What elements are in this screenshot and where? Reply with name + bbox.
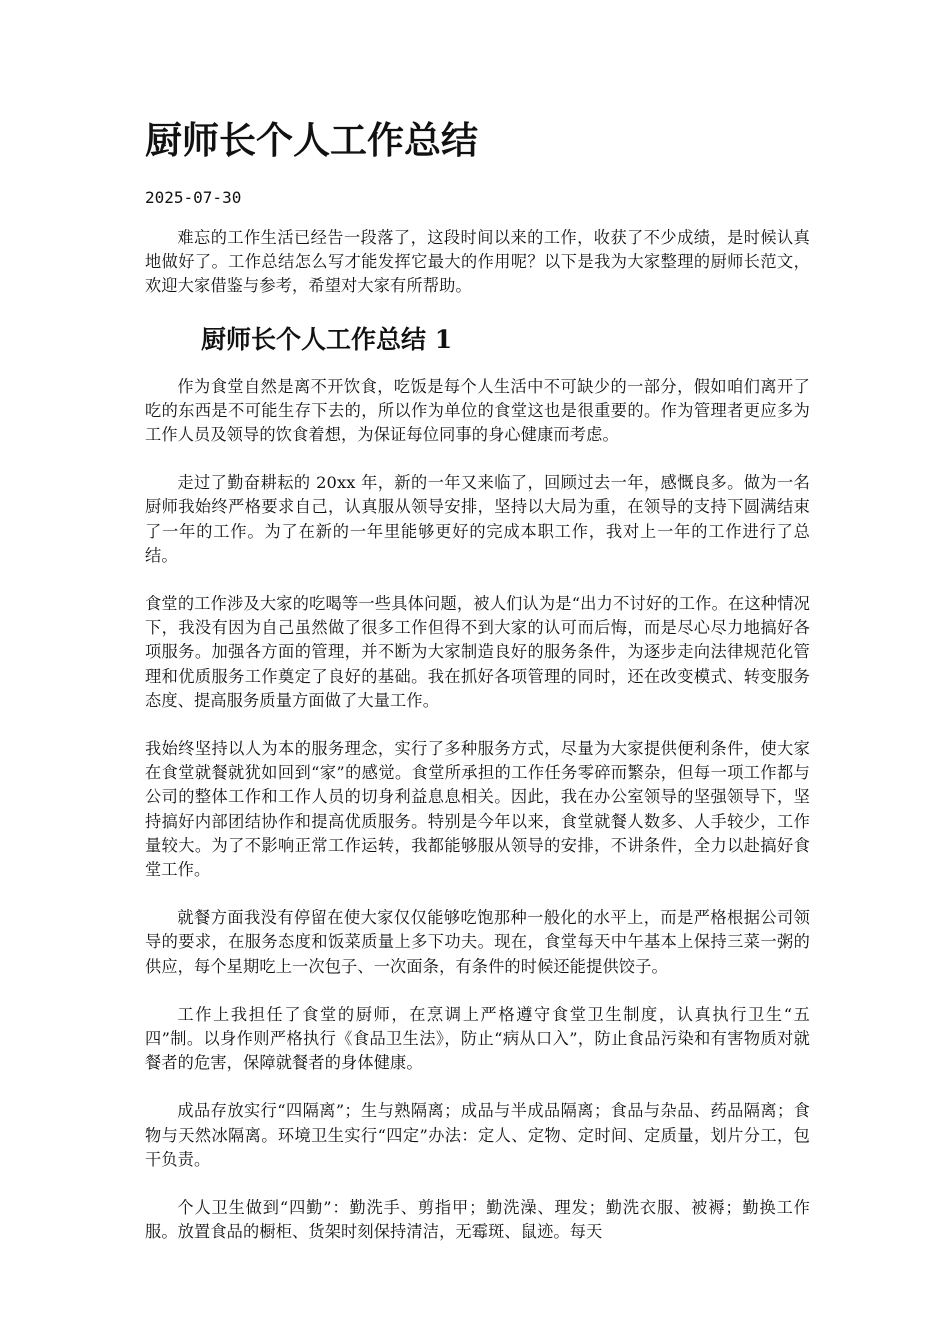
document-title: 厨师长个人工作总结	[145, 118, 478, 162]
intro-paragraph: 难忘的工作生活已经告一段落了，这段时间以来的工作，收获了不少成绩，是时候认真地做好了。工作总结怎么写才能发挥它最大的作用呢？以下是我为大家整理的厨师长范文，欢迎大家借鉴与参考，希望对大家有所帮助。	[145, 228, 810, 296]
body-paragraph: 就餐方面我没有停留在使大家仅仅能够吃饱那种一般化的水平上，而是严格根据公司领导的要求，在服务态度和饭菜质量上多下功夫。现在，食堂每天中午基本上保持三菜一粥的供应，每个星期吃上一次包子、一次面条，有条件的时候还能提供饺子。	[145, 908, 810, 976]
body-paragraph: 个人卫生做到“四勤”：勤洗手、剪指甲；勤洗澡、理发；勤洗衣服、被褥；勤换工作服。放置食品的橱柜、货架时刻保持清洁，无霉斑、鼠迹。每天	[145, 1198, 810, 1242]
body-paragraph: 食堂的工作涉及大家的吃喝等一些具体问题，被人们认为是“出力不讨好的工作。在这种情况下，我没有因为自己虽然做了很多工作但得不到大家的认可而后悔，而是尽心尽力地搞好各项服务。加强各方面的管理，并不断为大家制造良好的服务条件，为逐步走向法律规范化管理和优质服务工作奠定了良好的基础。我在抓好各项管理的同时，还在改变模式、转变服务态度、提高服务质量方面做了大量工作。	[145, 594, 810, 710]
body-paragraph: 成品存放实行“四隔离”；生与熟隔离；成品与半成品隔离；食品与杂品、药品隔离；食物与天然冰隔离。环境卫生实行“四定”办法：定人、定物、定时间、定质量，划片分工，包干负责。	[145, 1101, 810, 1169]
section-title: 厨师长个人工作总结 1	[201, 324, 453, 354]
body-paragraph: 工作上我担任了食堂的厨师，在烹调上严格遵守食堂卫生制度，认真执行卫生“五四”制。以身作则严格执行《食品卫生法》，防止“病从口入”，防止食品污染和有害物质对就餐者的危害，保障就餐者的身体健康。	[145, 1004, 810, 1073]
document-page	[145, 116, 810, 1245]
body-paragraph: 作为食堂自然是离不开饮食，吃饭是每个人生活中不可缺少的一部分，假如咱们离开了吃的东西是不可能生存下去的，所以作为单位的食堂这也是很重要的。作为管理者更应多为工作人员及领导的饮食着想，为保证每位同事的身心健康而考虑。	[145, 376, 810, 445]
body-paragraph: 我始终坚持以人为本的服务理念，实行了多种服务方式，尽量为大家提供便利条件，使大家在食堂就餐就犹如回到“家”的感觉。食堂所承担的工作任务零碎而繁杂，但每一项工作都与公司的整体工作和工作人员的切身利益息息相关。因此，我在办公室领导的坚强领导下，坚持搞好内部团结协作和提高优质服务。特别是今年以来，食堂就餐人数多、人手较少，工作量较大。为了不影响正常工作运转，我都能够服从领导的安排，不讲条件，全力以赴搞好食堂工作。	[145, 739, 810, 880]
body-paragraph: 走过了勤奋耕耘的 20xx 年，新的一年又来临了，回顾过去一年，感慨良多。做为一名厨师我始终严格要求自己，认真服从领导安排，坚持以大局为重，在领导的支持下圆满结束了一年的工作。为了在新的一年里能够更好的完成本职工作，我对上一年的工作进行了总结。	[145, 473, 810, 565]
document-date: 2025-07-30	[145, 188, 242, 207]
